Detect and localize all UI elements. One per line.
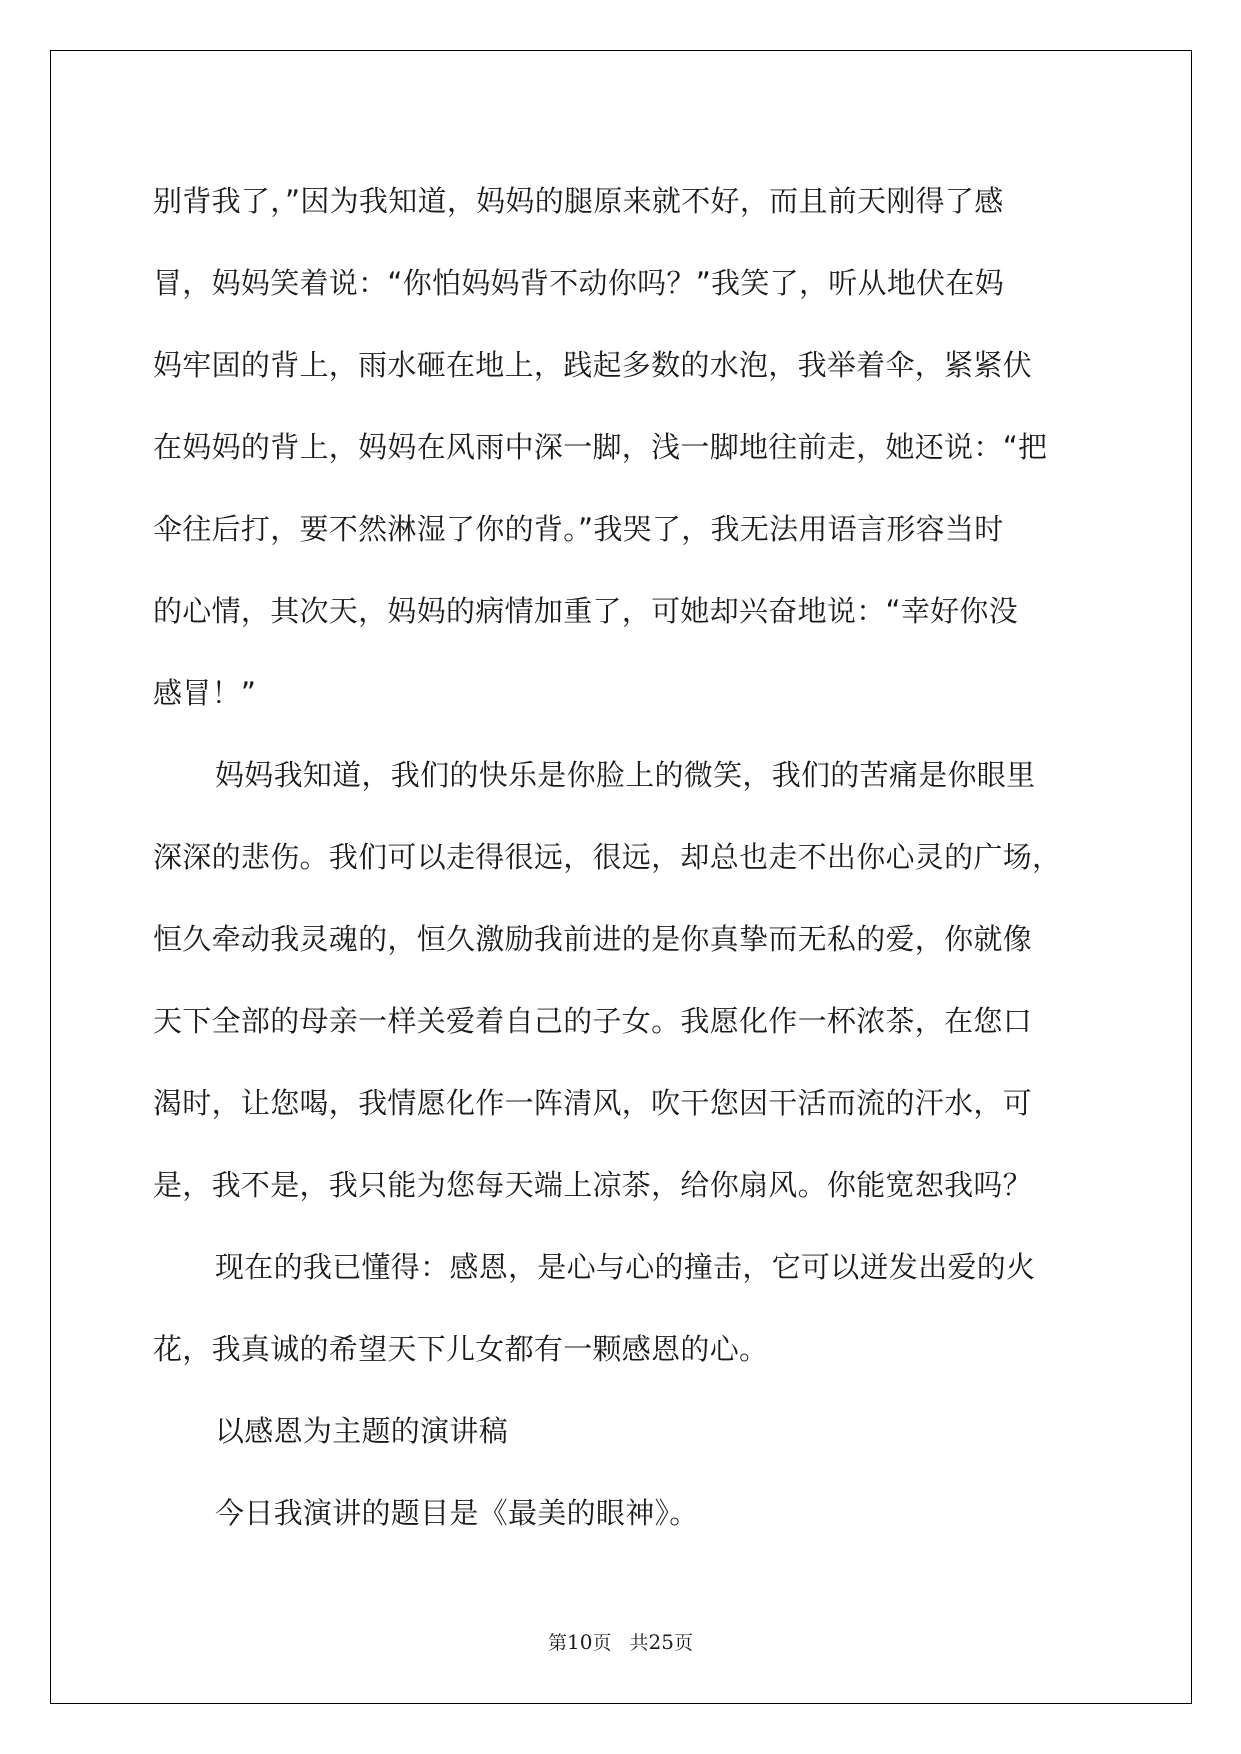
text-line-2: 冒，妈妈笑着说：“你怕妈妈背不动你吗？”我笑了，听从地伏在妈	[153, 266, 1005, 300]
text-line-14: 现在的我已懂得：感恩，是心与心的撞击，它可以迸发出爱的火	[215, 1250, 1036, 1284]
total-suffix: 页	[673, 1632, 693, 1654]
text-line-4: 在妈妈的背上，妈妈在风雨中深一脚，浅一脚地往前走，她还说：“把	[153, 430, 1048, 464]
text-line-3: 妈牢固的背上，雨水砸在地上，践起多数的水泡，我举着伞，紧紧伏	[153, 348, 1033, 382]
page-footer	[0, 1628, 1241, 1655]
section-heading: 以感恩为主题的演讲稿	[215, 1414, 509, 1448]
text-line-12: 渴时，让您喝，我情愿化作一阵清风，吹干您因干活而流的汗水，可	[153, 1086, 1033, 1120]
page-prefix: 第	[548, 1632, 568, 1654]
text-line-1: 别背我了，”因为我知道，妈妈的腿原来就不好，而且前天刚得了感	[153, 184, 1004, 218]
text-line-6: 的心情，其次天，妈妈的病情加重了，可她却兴奋地说：“幸好你没	[153, 594, 1019, 628]
text-line-8: 妈妈我知道，我们的快乐是你脸上的微笑，我们的苦痛是你眼里	[215, 758, 1036, 792]
total-pages: 25	[648, 1630, 674, 1654]
text-line-15: 花，我真诚的希望天下儿女都有一颗感恩的心。	[153, 1332, 769, 1366]
text-line-7: 感冒！”	[153, 676, 257, 710]
text-line-17: 今日我演讲的题目是《最美的眼神》。	[215, 1496, 699, 1530]
page-suffix: 页	[592, 1632, 612, 1654]
page-number: 10	[567, 1630, 593, 1654]
text-line-11: 天下全部的母亲一样关爱着自己的子女。我愿化作一杯浓茶，在您口	[153, 1004, 1033, 1038]
total-prefix: 共	[629, 1632, 649, 1654]
document-body	[153, 160, 1088, 1554]
text-line-10: 恒久牵动我灵魂的，恒久激励我前进的是你真挚而无私的爱，你就像	[153, 922, 1033, 956]
text-line-9: 深深的悲伤。我们可以走得很远，很远，却总也走不出你心灵的广场，	[153, 840, 1062, 874]
text-line-5: 伞往后打，要不然淋湿了你的背。”我哭了，我无法用语言形容当时	[153, 512, 1004, 546]
text-line-13: 是，我不是，我只能为您每天端上凉茶，给你扇风。你能宽恕我吗？	[153, 1168, 1033, 1202]
